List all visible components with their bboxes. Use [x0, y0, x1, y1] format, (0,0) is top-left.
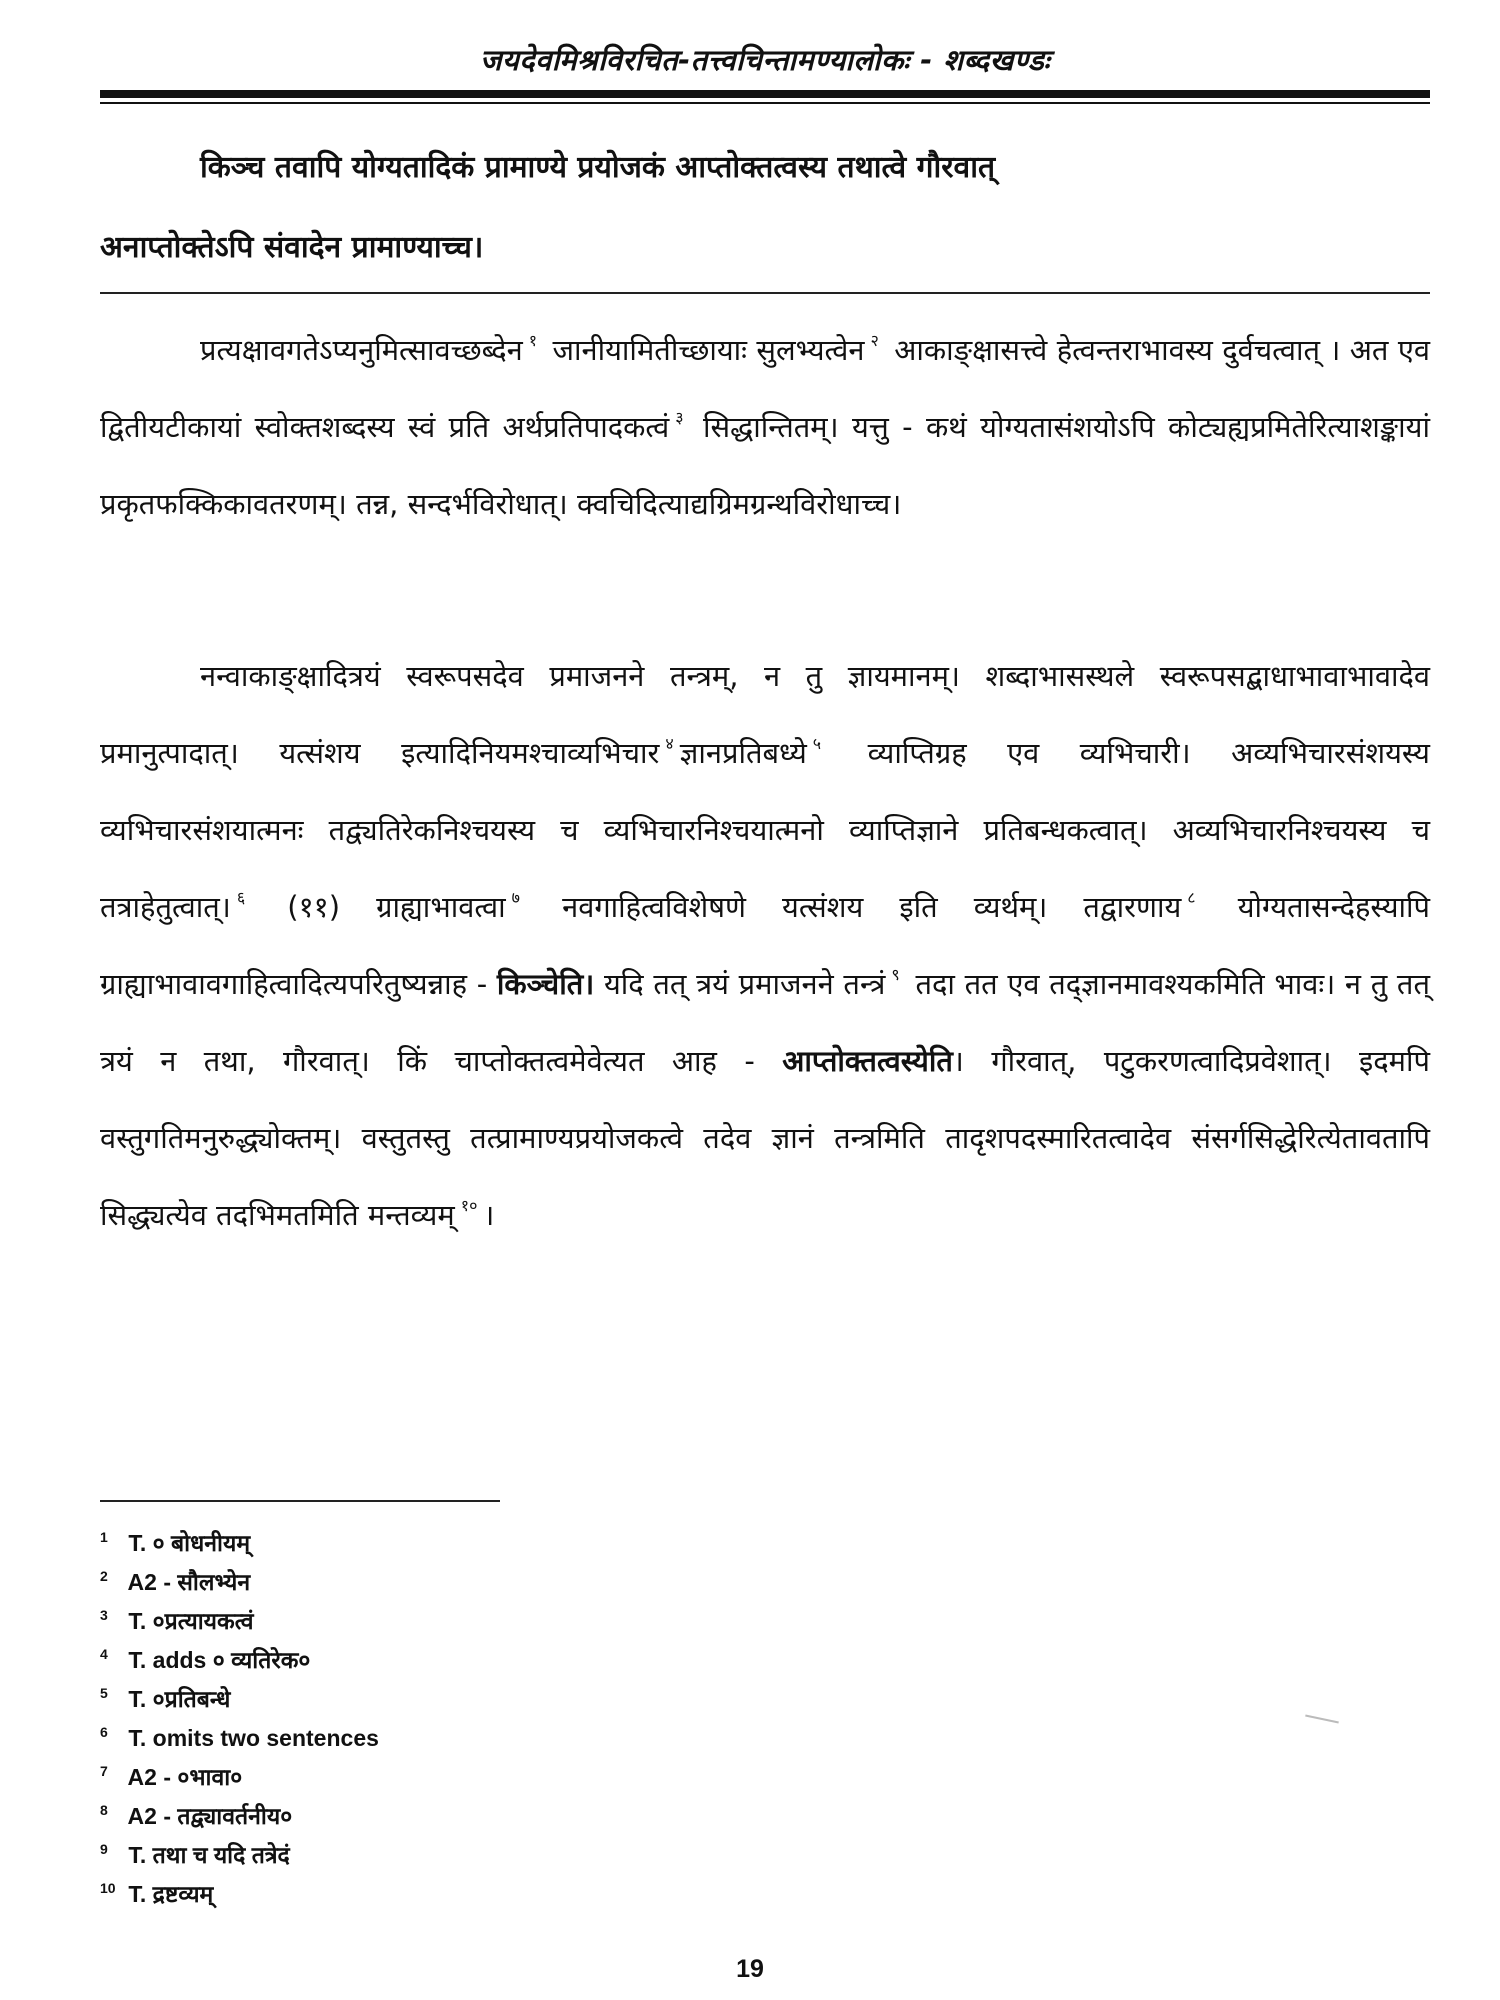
footnote-item: 8 A2 - तद्व्यावर्तनीय०	[100, 1802, 293, 1829]
footnote-marker: ९	[891, 965, 900, 984]
footnote-marker: ५	[812, 734, 822, 753]
footnote-item: 9 T. तथा च यदि तत्रेदं	[100, 1841, 290, 1868]
footnote-marker: ६	[236, 888, 246, 907]
footnote-marker: २	[870, 331, 879, 350]
pratika-bold: किञ्चेति।	[496, 967, 595, 1001]
footnotes	[100, 1518, 800, 1908]
commentary-text: योग्यतासन्देहस्यापि ग्राह्याभावावगाहित्वादित्यपरितुष्यन्नाह -	[100, 890, 1431, 1001]
footnote-marker: ७	[511, 888, 520, 907]
footnote-rule	[100, 1500, 500, 1502]
footnote-marker: ४	[665, 734, 674, 753]
commentary-text: ज्ञानप्रतिबध्ये	[679, 736, 807, 770]
footnote-item: 4 T. adds ० व्यतिरेक०	[100, 1646, 311, 1673]
commentary-text: सिद्धान्तितम्। यत्तु - कथं योग्यतासंशयोऽपि कोट्यह्यप्रमितेरित्याशङ्कायां प्रकृतफक्किकावतरणम्। तन्न, सन्दर्भविरोधात्। क्वचिदित्याद्यग्रिमग्रन्थविरोधाच्च।	[100, 410, 1431, 521]
pratika-bold: आप्तोक्तत्वस्येति	[782, 1044, 953, 1078]
commentary-paragraph-2	[100, 638, 1430, 1254]
commentary-text: प्रत्यक्षावगतेऽप्यनुमित्सावच्छब्देन	[200, 333, 523, 367]
header-rule-thick	[100, 90, 1430, 98]
scan-mark	[1305, 1714, 1339, 1723]
running-header: जयदेवमिश्रविरचित-तत्त्वचिन्तामण्यालोकः - शब्दखण्डः	[479, 43, 1051, 77]
commentary-paragraph-1	[100, 312, 1430, 543]
section-divider	[100, 292, 1430, 294]
mula-line-2: अनाप्तोक्तेऽपि संवादेन प्रामाण्याच्च।	[100, 230, 484, 265]
commentary-text: ।	[483, 1198, 495, 1232]
footnote-item: 5 T. ०प्रतिबन्धे	[100, 1685, 231, 1712]
footnote-item: 10 T. द्रष्टव्यम्	[100, 1880, 214, 1907]
commentary-text: यदि तत् त्रयं प्रमाजनने तन्त्रं	[603, 967, 886, 1001]
footnote-item: 1 T. ० बोधनीयम्	[100, 1529, 251, 1556]
commentary-text: आकाङ्क्षासत्त्वे हेत्वन्तराभावस्य दुर्वचत्वात् । अत एव द्वितीयटीकायां स्वोक्तशब्दस्य स्वं प्रति अर्थप्रतिपादकत्वं	[100, 333, 1431, 444]
footnote-marker: १	[528, 331, 538, 350]
commentary-text: नवगाहित्वविशेषणे यत्संशय इति व्यर्थम्। तद्वारणाय	[562, 890, 1182, 924]
commentary-text: तदा तत एव तद्ज्ञानमावश्यकमिति भावः। न तु तत् त्रयं न तथा, गौरवात्। किं चाप्तोक्तत्वमेवेत्यत आह -	[100, 967, 1430, 1078]
header-rule-thin	[100, 102, 1430, 104]
footnote-marker: ३	[675, 408, 684, 427]
footnote-item: 7 A2 - ०भावा०	[100, 1763, 243, 1790]
footnote-marker: ८	[1187, 888, 1196, 907]
mula-text	[100, 128, 1430, 288]
commentary-text: व्याप्तिग्रह एव व्यभिचारी। अव्यभिचारसंशयस्य व्यभिचारसंशयात्मनः तद्व्यतिरेकनिश्चयस्य च व्यभिचारनिश्चयात्मनो व्याप्तिज्ञाने प्रतिबन्धकत्वात्। अव्यभिचारनिश्चयस्य च तत्राहेतुत्वात्।	[100, 736, 1430, 924]
footnote-item: 3 T. ०प्रत्यायकत्वं	[100, 1607, 254, 1634]
commentary-text: (११) ग्राह्याभावत्वा	[287, 890, 506, 924]
commentary-text: जानीयामितीच्छायाः सुलभ्यत्वेन	[552, 333, 865, 367]
page-number: 19	[736, 1955, 764, 1983]
footnote-item: 6 T. omits two sentences	[100, 1724, 379, 1751]
commentary-text: नन्वाकाङ्क्षादित्रयं स्वरूपसदेव प्रमाजनने तन्त्रम्, न तु ज्ञायमानम्। शब्दाभासस्थले स्वरूपसद्बाधाभावाभावादेव प्रमानुत्पादात्। यत्संशय इत्यादिनियमश्चाव्यभिचार	[100, 659, 1430, 770]
footnote-marker: १०	[460, 1196, 478, 1215]
footnote-item: 2 A2 - सौलभ्येन	[100, 1568, 251, 1595]
commentary-text: । गौरवात्, पटुकरणत्वादिप्रवेशात्। इदमपि वस्तुगतिमनुरुद्ध्योक्तम्। वस्तुतस्तु तत्प्रामाण्यप्रयोजकत्वे तदेव ज्ञानं तन्त्रमिति तादृशपदस्मारितत्वादेव संसर्गसिद्धेरित्येतावतापि सिद्ध्यत्येव तदभिमतमिति मन्तव्यम्	[100, 1044, 1431, 1232]
mula-line-1: किञ्च तवापि योग्यतादिकं प्रामाण्ये प्रयोजकं आप्तोक्तत्वस्य तथात्वे गौरवात्	[200, 150, 996, 185]
